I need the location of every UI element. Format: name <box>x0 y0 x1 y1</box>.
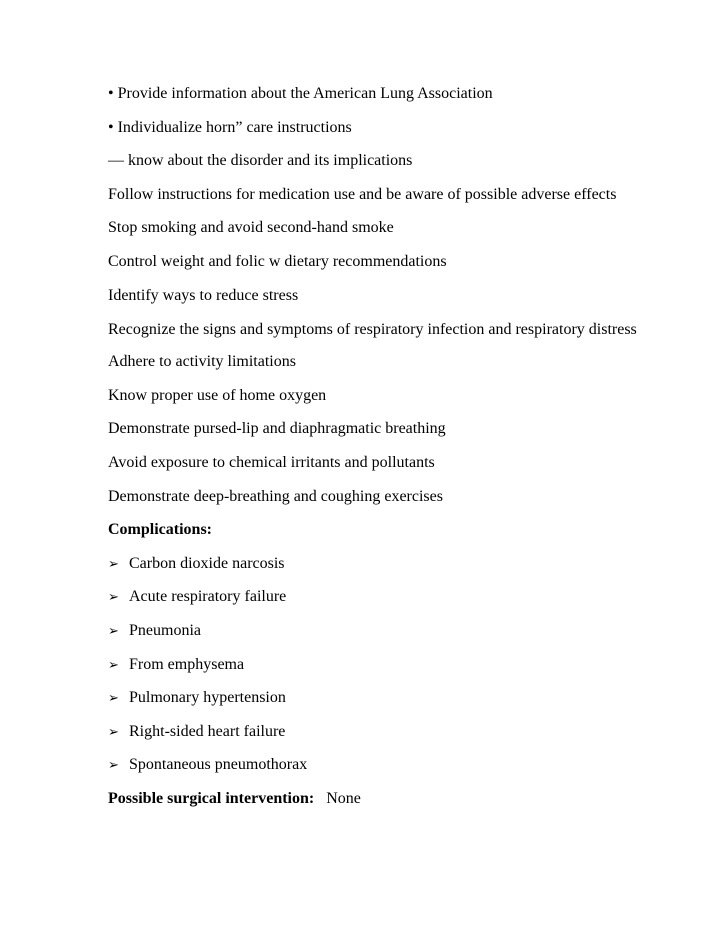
complication-label: Carbon dioxide narcosis <box>129 554 285 572</box>
instruction-line: Know proper use of home oxygen <box>108 386 327 404</box>
instruction-line: • Individualize horn” care instructions <box>108 118 352 136</box>
surgical-intervention-line <box>108 789 688 809</box>
instruction-line: Control weight and folic w dietary recommendations <box>108 252 447 270</box>
instruction-line: Demonstrate deep-breathing and coughing exercises <box>108 487 443 505</box>
complication-item <box>108 554 688 574</box>
complication-label: Right-sided heart failure <box>129 722 286 740</box>
complication-label: From emphysema <box>129 655 245 673</box>
instruction-line: • Provide information about the American Lung Association <box>108 85 493 102</box>
instruction-line: Identify ways to reduce stress <box>108 286 299 304</box>
arrow-bullet-icon: ➢ <box>108 723 119 739</box>
instruction-line: Avoid exposure to chemical irritants and pollutants <box>108 453 435 471</box>
complication-label: Pneumonia <box>129 621 201 639</box>
instruction-line: Recognize the signs and symptoms of respiratory infection and respiratory distress <box>108 321 637 339</box>
arrow-bullet-icon: ➢ <box>108 555 119 571</box>
arrow-bullet-icon: ➢ <box>108 656 119 672</box>
instruction-line: Demonstrate pursed-lip and diaphragmatic breathing <box>108 420 446 438</box>
surgical-intervention-label: Possible surgical intervention: <box>108 789 315 807</box>
complication-item <box>108 688 688 708</box>
complication-label: Spontaneous pneumothorax <box>129 756 308 774</box>
complication-item <box>108 755 688 775</box>
surgical-intervention-value: None <box>326 789 361 807</box>
arrow-bullet-icon: ➢ <box>108 589 119 605</box>
arrow-bullet-icon: ➢ <box>108 757 119 773</box>
complications-heading: Complications: <box>108 521 212 539</box>
complication-item <box>108 587 688 607</box>
document-page <box>108 84 688 809</box>
complication-item <box>108 655 688 675</box>
complication-item <box>108 621 688 641</box>
arrow-bullet-icon: ➢ <box>108 690 119 706</box>
instruction-line: Stop smoking and avoid second-hand smoke <box>108 219 394 237</box>
complication-label: Acute respiratory failure <box>129 588 287 606</box>
instruction-line: Follow instructions for medication use and be aware of possible adverse effects <box>108 185 617 203</box>
complication-label: Pulmonary hypertension <box>129 689 286 707</box>
complication-item <box>108 722 688 742</box>
arrow-bullet-icon: ➢ <box>108 622 119 638</box>
instruction-line: Adhere to activity limitations <box>108 353 296 371</box>
instruction-line: — know about the disorder and its implications <box>108 152 413 170</box>
